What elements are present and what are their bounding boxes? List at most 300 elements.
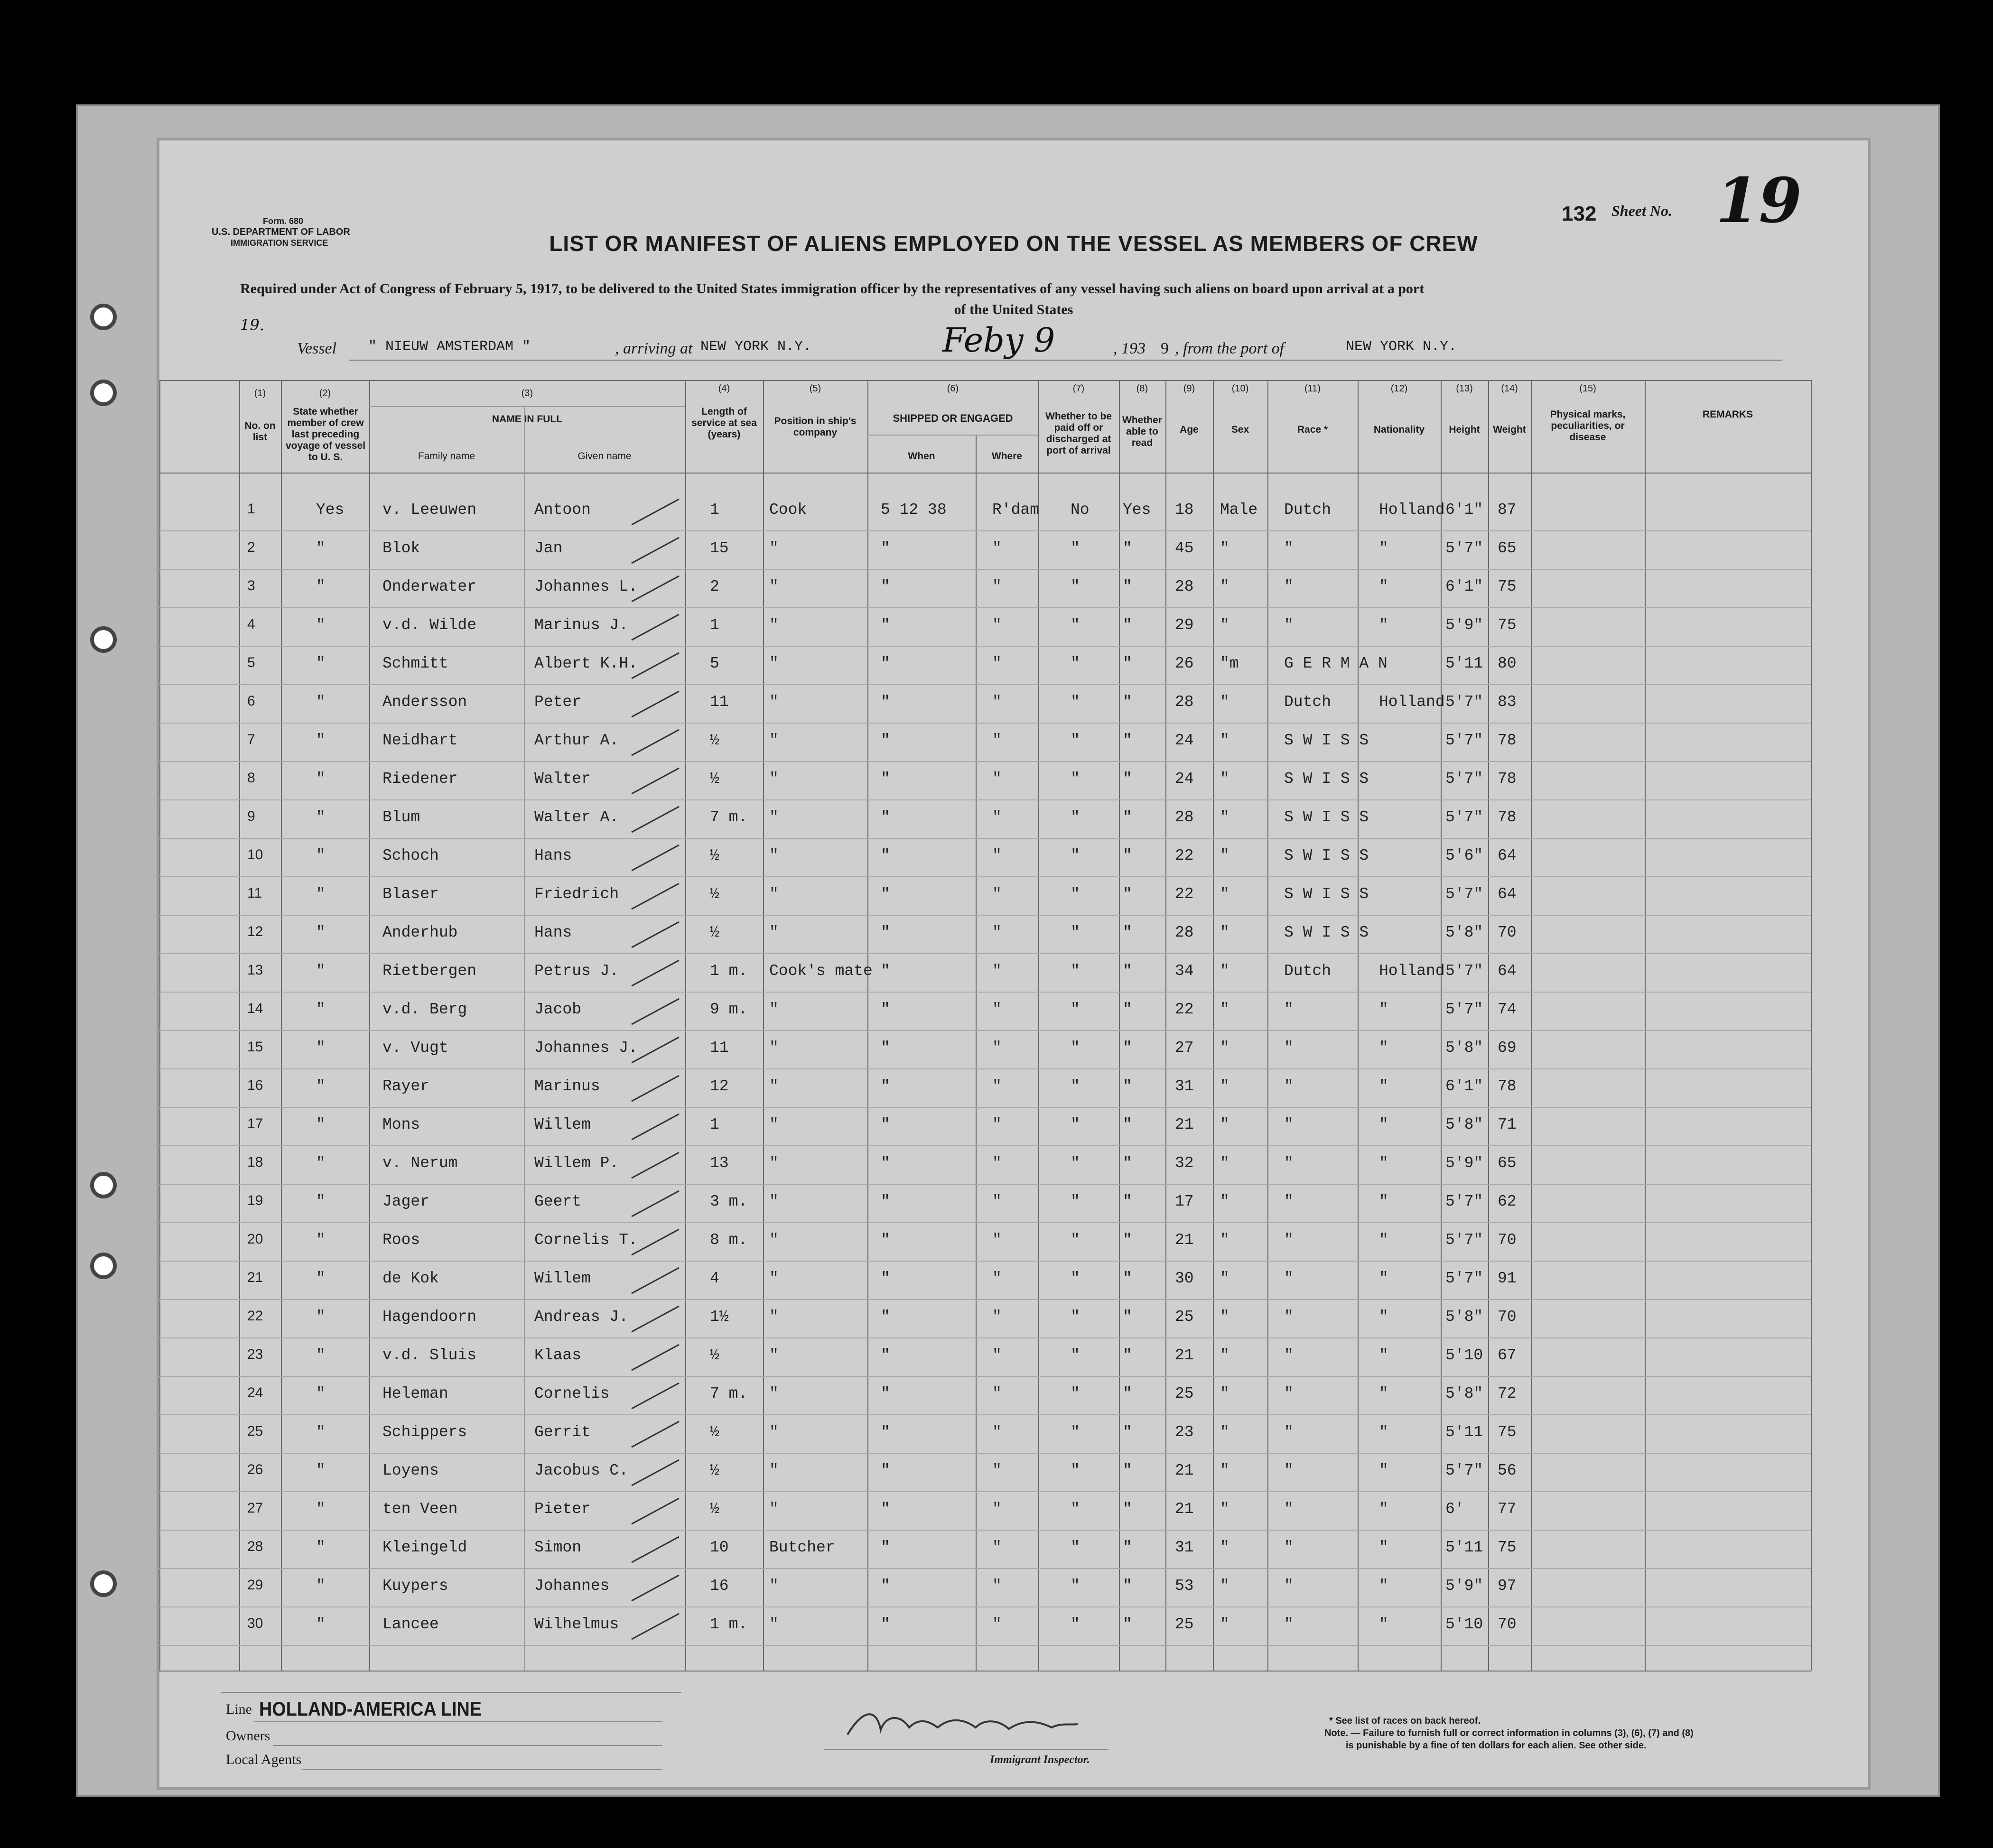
line-label: Line (226, 1701, 252, 1717)
col-num-7: (7) (1072, 383, 1085, 394)
cell-paid-off: " (1071, 693, 1080, 711)
cell-sex: " (1220, 1001, 1229, 1018)
cell-race: " (1284, 1077, 1294, 1095)
check-mark-icon (629, 1072, 681, 1105)
cell-shipped-when: " (881, 1616, 890, 1633)
cell-position: " (769, 578, 779, 595)
cell-given-name: Walter A. (534, 808, 619, 826)
cell-position: " (769, 1308, 779, 1326)
cell-age: 34 (1175, 962, 1194, 980)
line-value: HOLLAND-AMERICA LINE (259, 1698, 482, 1720)
cell-sex: " (1220, 1385, 1229, 1402)
cell-age: 21 (1175, 1500, 1194, 1518)
cell-position: " (769, 655, 779, 672)
cell-paid-off: " (1071, 1385, 1080, 1402)
binder-hole (90, 1570, 117, 1597)
cell-age: 27 (1175, 1039, 1194, 1057)
cell-able-to-read: " (1123, 1385, 1132, 1402)
cell-nationality: " (1379, 616, 1388, 634)
cell-age: 22 (1175, 847, 1194, 864)
cell-shipped-where: " (992, 1385, 1002, 1402)
cell-height: 5'8" (1445, 1116, 1483, 1133)
cell-paid-off: " (1071, 1193, 1080, 1210)
cell-nationality: " (1379, 1616, 1388, 1633)
cell-length-of-service: 7 m. (710, 1385, 748, 1402)
cell-weight: 78 (1498, 770, 1517, 788)
cell-race: S W I S S (1284, 770, 1369, 788)
cell-family-name: v. Nerum (382, 1154, 458, 1172)
cell-position: " (769, 1154, 779, 1172)
cell-shipped-where: " (992, 962, 1002, 980)
cell-nationality: " (1379, 1385, 1388, 1402)
cell-length-of-service: 7 m. (710, 808, 748, 826)
cell-nationality: " (1379, 1154, 1388, 1172)
cell-position: " (769, 732, 779, 749)
cell-age: 21 (1175, 1116, 1194, 1133)
check-mark-icon (629, 495, 681, 529)
cell-shipped-where: " (992, 770, 1002, 788)
vessel-label: Vessel (297, 340, 337, 357)
header-no-on-list: No. on list (244, 420, 276, 443)
cell-family-name: Andersson (382, 693, 467, 711)
binder-hole (90, 1172, 117, 1198)
cell-shipped-when: " (881, 1423, 890, 1441)
cell-race: S W I S S (1284, 924, 1369, 941)
cell-height: 5'7" (1445, 1270, 1483, 1287)
cell-shipped-when: " (881, 1001, 890, 1018)
cell-weight: 65 (1498, 539, 1517, 557)
cell-family-name: Kuypers (382, 1577, 448, 1595)
cell-weight: 64 (1498, 885, 1517, 903)
cell-shipped-when: " (881, 1154, 890, 1172)
cell-length-of-service: 1 m. (710, 962, 748, 980)
cell-height: 5'7" (1445, 962, 1483, 980)
cell-given-name: Marinus J. (534, 616, 629, 634)
cell-nationality: Holland (1379, 501, 1445, 519)
cell-able-to-read: " (1123, 885, 1132, 903)
cell-previous-voyage: " (316, 1116, 326, 1133)
cell-race: Dutch (1284, 501, 1332, 519)
cell-shipped-where: " (992, 1539, 1002, 1556)
cell-age: 32 (1175, 1154, 1194, 1172)
cell-length-of-service: ½ (710, 847, 719, 864)
cell-weight: 64 (1498, 847, 1517, 864)
header-when: When (908, 451, 935, 462)
cell-position: Cook (769, 501, 807, 519)
cell-race: " (1284, 1423, 1294, 1441)
cell-position: Cook's mate (769, 962, 873, 980)
cell-family-name: Kleingeld (382, 1539, 467, 1556)
cell-sex: " (1220, 539, 1229, 557)
check-mark-icon (629, 957, 681, 990)
year-suffix: 9 (1161, 340, 1169, 357)
cell-race: G E R M A N (1284, 655, 1388, 672)
cell-previous-voyage: " (316, 770, 326, 788)
arrival-date: Feby 9 (942, 321, 1055, 360)
cell-length-of-service: 1 m. (710, 1616, 748, 1633)
cell-length-of-service: 3 m. (710, 1193, 748, 1210)
cell-length-of-service: 1 (710, 501, 719, 519)
cell-shipped-where: " (992, 1039, 1002, 1057)
cell-paid-off: " (1071, 1077, 1080, 1095)
cell-shipped-when: " (881, 1270, 890, 1287)
cell-previous-voyage: " (316, 885, 326, 903)
cell-paid-off: " (1071, 885, 1080, 903)
cell-previous-voyage: " (316, 1616, 326, 1633)
cell-age: 31 (1175, 1539, 1194, 1556)
cell-height: 5'7" (1445, 885, 1483, 903)
col-num-13: (13) (1456, 383, 1473, 394)
cell-shipped-where: " (992, 732, 1002, 749)
cell-sex: " (1220, 1462, 1229, 1479)
cell-length-of-service: 8 m. (710, 1231, 748, 1249)
cell-position: Butcher (769, 1539, 835, 1556)
cell-sex: " (1220, 732, 1229, 749)
cell-able-to-read: " (1123, 732, 1132, 749)
cell-able-to-read: " (1123, 1500, 1132, 1518)
cell-nationality: " (1379, 539, 1388, 557)
cell-age: 25 (1175, 1308, 1194, 1326)
cell-family-name: Mons (382, 1116, 420, 1133)
cell-paid-off: " (1071, 924, 1080, 941)
cell-row-number: 15 (247, 1039, 263, 1055)
footnote-note: Note. — Failure to furnish full or correct information in columns (3), (6), (7) and (8) (1324, 1728, 1694, 1738)
cell-given-name: Johannes J. (534, 1039, 638, 1057)
header-able-to-read: Whether able to read (1122, 415, 1162, 448)
check-mark-icon (629, 1418, 681, 1451)
cell-shipped-when: " (881, 847, 890, 864)
header-position: Position in ship's company (774, 416, 857, 438)
cell-age: 28 (1175, 693, 1194, 711)
cell-race: " (1284, 1270, 1294, 1287)
header-physical-marks: Physical marks, peculiarities, or disease (1550, 409, 1626, 443)
cell-able-to-read: " (1123, 1347, 1132, 1364)
cell-sex: " (1220, 1270, 1229, 1287)
cell-given-name: Albert K.H. (534, 655, 638, 672)
cell-shipped-where: " (992, 885, 1002, 903)
cell-able-to-read: " (1123, 770, 1132, 788)
cell-position: " (769, 885, 779, 903)
cell-family-name: v. Vugt (382, 1039, 448, 1057)
cell-race: Dutch (1284, 693, 1332, 711)
cell-weight: 71 (1498, 1116, 1517, 1133)
col-num-1: (1) (254, 388, 266, 399)
cell-shipped-when: " (881, 1231, 890, 1249)
cell-nationality: " (1379, 1462, 1388, 1479)
page-title: LIST OR MANIFEST OF ALIENS EMPLOYED ON THE VESSEL AS MEMBERS OF CREW (549, 231, 1478, 256)
cell-weight: 56 (1498, 1462, 1517, 1479)
header-member-of-crew: State whether member of crew last preceding voyage of vessel to U. S. (285, 406, 366, 463)
col-num-9: (9) (1183, 383, 1195, 394)
cell-given-name: Friedrich (534, 885, 619, 903)
cell-length-of-service: ½ (710, 1462, 719, 1479)
col-num-15: (15) (1579, 383, 1596, 394)
cell-height: 5'11 (1445, 1539, 1483, 1556)
header-height: Height (1449, 424, 1480, 435)
cell-sex: " (1220, 1077, 1229, 1095)
cell-nationality: " (1379, 1270, 1388, 1287)
cell-given-name: Geert (534, 1193, 582, 1210)
cell-age: 21 (1175, 1231, 1194, 1249)
cell-weight: 74 (1498, 1001, 1517, 1018)
cell-shipped-where: " (992, 578, 1002, 595)
cell-given-name: Willem (534, 1270, 591, 1287)
cell-able-to-read: " (1123, 1308, 1132, 1326)
cell-position: " (769, 1270, 779, 1287)
cell-given-name: Pieter (534, 1500, 591, 1518)
cell-row-number: 3 (247, 578, 255, 594)
cell-nationality: " (1379, 1231, 1388, 1249)
check-mark-icon (629, 534, 681, 567)
cell-sex: " (1220, 1193, 1229, 1210)
cell-given-name: Cornelis T. (534, 1231, 638, 1249)
cell-family-name: ten Veen (382, 1500, 458, 1518)
check-mark-icon (629, 687, 681, 721)
vessel-name: " NIEUW AMSTERDAM " (368, 339, 531, 355)
cell-row-number: 2 (247, 539, 255, 555)
cell-row-number: 1 (247, 501, 255, 517)
cell-able-to-read: " (1123, 1577, 1132, 1595)
header-remarks: REMARKS (1702, 409, 1753, 420)
cell-weight: 65 (1498, 1154, 1517, 1172)
margin-note: 19. (240, 316, 264, 334)
cell-given-name: Marinus (534, 1077, 600, 1095)
cell-race: " (1284, 1500, 1294, 1518)
cell-given-name: Simon (534, 1539, 582, 1556)
cell-paid-off: " (1071, 1616, 1080, 1633)
inspector-label: Immigrant Inspector. (990, 1754, 1090, 1766)
cell-weight: 97 (1498, 1577, 1517, 1595)
cell-weight: 69 (1498, 1039, 1517, 1057)
cell-shipped-when: " (881, 1039, 890, 1057)
cell-family-name: Anderhub (382, 924, 458, 941)
cell-race: S W I S S (1284, 847, 1369, 864)
check-mark-icon (629, 995, 681, 1028)
cell-paid-off: " (1071, 1577, 1080, 1595)
cell-length-of-service: 4 (710, 1270, 719, 1287)
arrival-port: NEW YORK N.Y. (700, 339, 812, 355)
cell-shipped-where: " (992, 1423, 1002, 1441)
cell-sex: " (1220, 770, 1229, 788)
cell-length-of-service: 10 (710, 1539, 729, 1556)
sheet-label: Sheet No. (1611, 202, 1672, 219)
cell-previous-voyage: " (316, 924, 326, 941)
cell-length-of-service: 13 (710, 1154, 729, 1172)
cell-weight: 75 (1498, 616, 1517, 634)
cell-able-to-read: " (1123, 616, 1132, 634)
check-mark-icon (629, 726, 681, 759)
cell-position: " (769, 924, 779, 941)
cell-shipped-when: " (881, 1500, 890, 1518)
check-mark-icon (629, 1110, 681, 1143)
cell-given-name: Wilhelmus (534, 1616, 619, 1633)
cell-sex: " (1220, 1231, 1229, 1249)
check-mark-icon (629, 572, 681, 605)
cell-position: " (769, 1231, 779, 1249)
cell-position: " (769, 1347, 779, 1364)
cell-position: " (769, 1577, 779, 1595)
cell-family-name: Schippers (382, 1423, 467, 1441)
cell-shipped-when: " (881, 1308, 890, 1326)
cell-paid-off: " (1071, 1116, 1080, 1133)
cell-row-number: 16 (247, 1077, 263, 1093)
owners-label: Owners (226, 1728, 270, 1744)
cell-paid-off: " (1071, 1462, 1080, 1479)
cell-given-name: Hans (534, 924, 572, 941)
cell-previous-voyage: " (316, 1193, 326, 1210)
cell-age: 25 (1175, 1385, 1194, 1402)
cell-age: 24 (1175, 770, 1194, 788)
cell-race: " (1284, 1616, 1294, 1633)
check-mark-icon (629, 1533, 681, 1566)
cell-previous-voyage: " (316, 693, 326, 711)
cell-sex: " (1220, 1347, 1229, 1364)
check-mark-icon (629, 803, 681, 836)
cell-previous-voyage: " (316, 1039, 326, 1057)
check-mark-icon (629, 1033, 681, 1067)
check-mark-icon (629, 1571, 681, 1605)
cell-age: 24 (1175, 732, 1194, 749)
cell-age: 26 (1175, 655, 1194, 672)
cell-shipped-when: " (881, 808, 890, 826)
cell-nationality: " (1379, 1577, 1388, 1595)
cell-previous-voyage: " (316, 539, 326, 557)
cell-weight: 70 (1498, 1616, 1517, 1633)
arriving-label: , arriving at (615, 340, 693, 357)
cell-family-name: Neidhart (382, 732, 458, 749)
header-shipped-engaged: SHIPPED OR ENGAGED (893, 412, 1013, 424)
header-weight: Weight (1493, 424, 1526, 435)
cell-race: " (1284, 1462, 1294, 1479)
cell-height: 6'1" (1445, 501, 1483, 519)
cell-family-name: Schoch (382, 847, 439, 864)
cell-able-to-read: " (1123, 1039, 1132, 1057)
cell-weight: 75 (1498, 578, 1517, 595)
cell-weight: 72 (1498, 1385, 1517, 1402)
cell-length-of-service: ½ (710, 924, 719, 941)
cell-shipped-where: " (992, 655, 1002, 672)
cell-previous-voyage: " (316, 578, 326, 595)
cell-shipped-where: " (992, 1462, 1002, 1479)
check-mark-icon (629, 1341, 681, 1374)
header-given-name: Given name (577, 451, 632, 462)
cell-weight: 62 (1498, 1193, 1517, 1210)
cell-length-of-service: ½ (710, 1423, 719, 1441)
cell-height: 6'1" (1445, 1077, 1483, 1095)
cell-height: 5'7" (1445, 1462, 1483, 1479)
cell-height: 5'7" (1445, 1231, 1483, 1249)
cell-previous-voyage: " (316, 962, 326, 980)
cell-able-to-read: " (1123, 1462, 1132, 1479)
cell-race: " (1284, 1385, 1294, 1402)
cell-race: S W I S S (1284, 732, 1369, 749)
cell-weight: 70 (1498, 1231, 1517, 1249)
cell-row-number: 26 (247, 1462, 263, 1477)
cell-race: " (1284, 1577, 1294, 1595)
cell-position: " (769, 1462, 779, 1479)
cell-height: 5'8" (1445, 924, 1483, 941)
check-mark-icon (629, 1456, 681, 1489)
cell-height: 5'7" (1445, 770, 1483, 788)
cell-able-to-read: " (1123, 808, 1132, 826)
cell-shipped-where: " (992, 1347, 1002, 1364)
cell-family-name: Onderwater (382, 578, 477, 595)
cell-height: 5'7" (1445, 732, 1483, 749)
cell-shipped-when: " (881, 732, 890, 749)
cell-row-number: 24 (247, 1385, 263, 1401)
cell-shipped-where: " (992, 1577, 1002, 1595)
cell-nationality: " (1379, 1116, 1388, 1133)
cell-length-of-service: ½ (710, 885, 719, 903)
cell-family-name: Heleman (382, 1385, 448, 1402)
check-mark-icon (629, 1610, 681, 1643)
binder-hole (90, 304, 117, 330)
cell-paid-off: " (1071, 539, 1080, 557)
cell-given-name: Antoon (534, 501, 591, 519)
cell-race: " (1284, 1347, 1294, 1364)
cell-previous-voyage: " (316, 1577, 326, 1595)
cell-weight: 75 (1498, 1423, 1517, 1441)
cell-race: " (1284, 1539, 1294, 1556)
binder-hole (90, 626, 117, 653)
cell-row-number: 21 (247, 1270, 263, 1285)
cell-position: " (769, 847, 779, 864)
cell-length-of-service: 1½ (710, 1308, 729, 1326)
cell-previous-voyage: Yes (316, 501, 345, 519)
cell-nationality: " (1379, 1500, 1388, 1518)
cell-paid-off: " (1071, 1001, 1080, 1018)
col-num-5: (5) (809, 383, 821, 394)
cell-race: " (1284, 539, 1294, 557)
cell-family-name: de Kok (382, 1270, 439, 1287)
cell-shipped-when: " (881, 1077, 890, 1095)
cell-shipped-where: " (992, 616, 1002, 634)
cell-shipped-where: " (992, 693, 1002, 711)
cell-shipped-where: " (992, 808, 1002, 826)
cell-given-name: Walter (534, 770, 591, 788)
cell-age: 18 (1175, 501, 1194, 519)
footnote-fine: is punishable by a fine of ten dollars for each alien. See other side. (1346, 1740, 1647, 1751)
cell-height: 5'9" (1445, 616, 1483, 634)
cell-nationality: " (1379, 1347, 1388, 1364)
cell-previous-voyage: " (316, 1077, 326, 1095)
cell-height: 5'6" (1445, 847, 1483, 864)
cell-row-number: 9 (247, 808, 255, 824)
cell-race: " (1284, 1308, 1294, 1326)
cell-row-number: 12 (247, 924, 263, 939)
cell-given-name: Jacob (534, 1001, 582, 1018)
cell-height: 5'11 (1445, 1423, 1483, 1441)
cell-able-to-read: " (1123, 655, 1132, 672)
cell-able-to-read: " (1123, 1616, 1132, 1633)
cell-sex: " (1220, 578, 1229, 595)
cell-position: " (769, 1193, 779, 1210)
cell-height: 5'10 (1445, 1347, 1483, 1364)
cell-able-to-read: " (1123, 1001, 1132, 1018)
cell-previous-voyage: " (316, 1385, 326, 1402)
cell-sex: "m (1220, 655, 1239, 672)
cell-family-name: Blaser (382, 885, 439, 903)
cell-row-number: 23 (247, 1347, 263, 1362)
check-mark-icon (629, 611, 681, 644)
col-num-8: (8) (1136, 383, 1148, 394)
cell-shipped-where: " (992, 1154, 1002, 1172)
cell-height: 5'9" (1445, 1154, 1483, 1172)
cell-sex: " (1220, 693, 1229, 711)
cell-position: " (769, 539, 779, 557)
cell-previous-voyage: " (316, 1308, 326, 1326)
cell-given-name: Johannes (534, 1577, 610, 1595)
